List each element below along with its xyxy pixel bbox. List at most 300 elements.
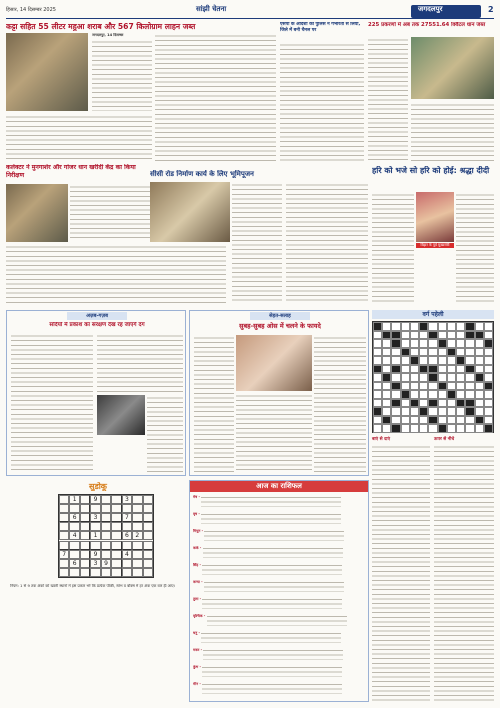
crossword-cell[interactable] bbox=[382, 348, 391, 357]
sudoku-cell[interactable] bbox=[59, 541, 69, 550]
sudoku-cell[interactable]: 1 bbox=[69, 495, 79, 504]
crossword-cell[interactable] bbox=[382, 407, 391, 416]
sudoku-cell[interactable] bbox=[132, 495, 142, 504]
crossword-grid[interactable] bbox=[372, 321, 494, 433]
crossword-cell[interactable] bbox=[447, 416, 456, 425]
crossword-cell[interactable] bbox=[456, 407, 465, 416]
sudoku-cell[interactable] bbox=[132, 541, 142, 550]
crossword-cell[interactable] bbox=[447, 356, 456, 365]
crossword-cell[interactable] bbox=[401, 424, 410, 433]
crossword-cell[interactable] bbox=[401, 365, 410, 374]
crossword-cell[interactable] bbox=[419, 356, 428, 365]
crossword-cell[interactable] bbox=[410, 322, 419, 331]
sudoku-cell[interactable] bbox=[111, 541, 121, 550]
crossword-cell[interactable] bbox=[373, 407, 382, 416]
article-4-headline: कलेक्टर ने मुनगाशेर और गांजर धान खरीदी केंद्र का किया निरीक्षण bbox=[6, 164, 136, 179]
crossword-cell[interactable] bbox=[419, 407, 428, 416]
crossword-cell[interactable] bbox=[438, 339, 447, 348]
crossword-cell[interactable] bbox=[465, 416, 474, 425]
crossword-cell[interactable] bbox=[382, 390, 391, 399]
crossword-cell[interactable] bbox=[391, 407, 400, 416]
crossword-cell[interactable] bbox=[373, 382, 382, 391]
ajab-gajab-box bbox=[6, 310, 186, 476]
sudoku-cell[interactable] bbox=[143, 559, 153, 568]
sudoku-cell[interactable] bbox=[101, 513, 111, 522]
article-5-body-a bbox=[232, 182, 282, 304]
article-6-headline: हरि को भजे सो हरि को होई: श्रद्धा दीदी bbox=[372, 166, 490, 175]
crossword-cell[interactable] bbox=[401, 331, 410, 340]
crossword-cell[interactable] bbox=[456, 373, 465, 382]
crossword-cell[interactable] bbox=[465, 382, 474, 391]
crossword-cell[interactable] bbox=[475, 373, 484, 382]
crossword-cell[interactable] bbox=[382, 356, 391, 365]
crossword-cell[interactable] bbox=[391, 365, 400, 374]
crossword-cell[interactable] bbox=[475, 382, 484, 391]
crossword-cell[interactable] bbox=[428, 416, 437, 425]
crossword-cell[interactable] bbox=[438, 416, 447, 425]
sudoku-cell[interactable] bbox=[111, 559, 121, 568]
sudoku-cell[interactable] bbox=[143, 522, 153, 531]
sudoku-cell[interactable] bbox=[101, 504, 111, 513]
crossword-cell[interactable] bbox=[428, 407, 437, 416]
crossword-cell[interactable] bbox=[465, 399, 474, 408]
horoscope-box bbox=[189, 480, 369, 702]
sudoku-cell[interactable] bbox=[80, 568, 90, 577]
article-4-body-b bbox=[6, 244, 226, 306]
crossword-cell[interactable] bbox=[447, 322, 456, 331]
sudoku-cell[interactable] bbox=[69, 522, 79, 531]
crossword-cell[interactable] bbox=[456, 365, 465, 374]
crossword-cell[interactable] bbox=[410, 339, 419, 348]
sudoku-cell[interactable] bbox=[132, 568, 142, 577]
sudoku-cell[interactable] bbox=[143, 495, 153, 504]
sudoku-cell[interactable] bbox=[59, 568, 69, 577]
crossword-down-label: ऊपर से नीचे bbox=[434, 437, 455, 442]
sudoku-cell[interactable] bbox=[69, 541, 79, 550]
sudoku-cell[interactable]: 6 bbox=[122, 531, 132, 540]
crossword-cell[interactable] bbox=[456, 339, 465, 348]
sudoku-cell[interactable] bbox=[80, 495, 90, 504]
horoscope-text bbox=[204, 580, 344, 592]
crossword-cell[interactable] bbox=[475, 365, 484, 374]
crossword-cell[interactable] bbox=[401, 399, 410, 408]
horoscope-entry bbox=[193, 682, 365, 699]
sudoku-cell[interactable] bbox=[111, 513, 121, 522]
crossword-cell[interactable] bbox=[465, 365, 474, 374]
crossword-cell[interactable] bbox=[391, 382, 400, 391]
crossword-cell[interactable] bbox=[484, 331, 493, 340]
sudoku-cell[interactable] bbox=[101, 522, 111, 531]
horoscope-text bbox=[202, 682, 342, 694]
crossword-cell[interactable] bbox=[401, 339, 410, 348]
horoscope-sign: मिथुन - bbox=[193, 529, 205, 533]
crossword-cell[interactable] bbox=[484, 322, 493, 331]
sudoku-cell[interactable] bbox=[59, 522, 69, 531]
crossword-cell[interactable] bbox=[438, 424, 447, 433]
crossword-cell[interactable] bbox=[447, 382, 456, 391]
crossword-cell[interactable] bbox=[401, 322, 410, 331]
crossword-cell[interactable] bbox=[428, 331, 437, 340]
sudoku-cell[interactable] bbox=[143, 513, 153, 522]
crossword-cell[interactable] bbox=[428, 390, 437, 399]
horoscope-sign: कर्क - bbox=[193, 546, 203, 550]
sudoku-cell[interactable] bbox=[69, 550, 79, 559]
sudoku-cell[interactable] bbox=[80, 531, 90, 540]
crossword-cell[interactable] bbox=[447, 331, 456, 340]
horoscope-text bbox=[203, 546, 343, 558]
sudoku-cell[interactable] bbox=[122, 559, 132, 568]
sudoku-cell[interactable] bbox=[122, 522, 132, 531]
sudoku-cell[interactable]: 3 bbox=[90, 559, 100, 568]
sudoku-cell[interactable] bbox=[59, 531, 69, 540]
crossword-cell[interactable] bbox=[391, 424, 400, 433]
crossword-cell[interactable] bbox=[410, 331, 419, 340]
sudoku-cell[interactable] bbox=[101, 541, 111, 550]
crossword-cell[interactable] bbox=[428, 339, 437, 348]
crossword-cell[interactable] bbox=[456, 356, 465, 365]
sudoku-cell[interactable] bbox=[111, 522, 121, 531]
crossword-cell[interactable] bbox=[391, 348, 400, 357]
crossword-cell[interactable] bbox=[419, 424, 428, 433]
crossword-cell[interactable] bbox=[456, 390, 465, 399]
sudoku-cell[interactable] bbox=[132, 522, 142, 531]
crossword-cell[interactable] bbox=[484, 339, 493, 348]
sudoku-cell[interactable] bbox=[132, 513, 142, 522]
crossword-cell[interactable] bbox=[410, 348, 419, 357]
ajab-gajab-body-a bbox=[11, 333, 93, 473]
crossword-cell[interactable] bbox=[465, 356, 474, 365]
horoscope-sign: कन्या - bbox=[193, 580, 204, 584]
horoscope-sign: वृश्चिक - bbox=[193, 614, 207, 618]
article-2-body bbox=[280, 42, 364, 162]
sudoku-cell[interactable]: 4 bbox=[122, 550, 132, 559]
crossword-cell[interactable] bbox=[465, 390, 474, 399]
crossword-cell[interactable] bbox=[410, 382, 419, 391]
crossword-cell[interactable] bbox=[419, 339, 428, 348]
crossword-cell[interactable] bbox=[438, 399, 447, 408]
crossword-cell[interactable] bbox=[373, 339, 382, 348]
sudoku-cell[interactable] bbox=[143, 504, 153, 513]
crossword-cell[interactable] bbox=[475, 416, 484, 425]
crossword-cell[interactable] bbox=[456, 382, 465, 391]
crossword-cell[interactable] bbox=[428, 322, 437, 331]
sudoku-cell[interactable] bbox=[111, 568, 121, 577]
sudoku-cell[interactable] bbox=[143, 541, 153, 550]
sudoku-cell[interactable]: 6 bbox=[69, 513, 79, 522]
crossword-cell[interactable] bbox=[419, 348, 428, 357]
crossword-clues-down bbox=[434, 444, 494, 702]
crossword-cell[interactable] bbox=[438, 390, 447, 399]
crossword-cell[interactable] bbox=[410, 356, 419, 365]
crossword-cell[interactable] bbox=[447, 339, 456, 348]
article-6-body-b bbox=[456, 192, 494, 304]
crossword-cell[interactable] bbox=[373, 416, 382, 425]
crossword-cell[interactable] bbox=[410, 399, 419, 408]
crossword-cell[interactable] bbox=[475, 390, 484, 399]
horoscope-text bbox=[202, 597, 342, 609]
sudoku-cell[interactable] bbox=[80, 522, 90, 531]
crossword-cell[interactable] bbox=[475, 424, 484, 433]
crossword-cell[interactable] bbox=[382, 399, 391, 408]
article-1-dateline: जगदलपुर, 14 दिसम्बर bbox=[92, 33, 124, 37]
sudoku-cell[interactable]: 7 bbox=[59, 550, 69, 559]
crossword-cell[interactable] bbox=[382, 365, 391, 374]
sudoku-cell[interactable] bbox=[101, 550, 111, 559]
crossword-cell[interactable] bbox=[373, 348, 382, 357]
crossword-cell[interactable] bbox=[419, 382, 428, 391]
crossword-cell[interactable] bbox=[410, 390, 419, 399]
sudoku-cell[interactable]: 4 bbox=[69, 531, 79, 540]
crossword-cell[interactable] bbox=[456, 348, 465, 357]
crossword-cell[interactable] bbox=[391, 322, 400, 331]
sudoku-cell[interactable] bbox=[80, 559, 90, 568]
sehat-salah-photo bbox=[236, 335, 312, 391]
crossword-cell[interactable] bbox=[465, 331, 474, 340]
crossword-cell[interactable] bbox=[428, 382, 437, 391]
crossword-cell[interactable] bbox=[373, 322, 382, 331]
crossword-cell[interactable] bbox=[373, 356, 382, 365]
sudoku-cell[interactable] bbox=[132, 550, 142, 559]
crossword-cell[interactable] bbox=[484, 382, 493, 391]
crossword-cell[interactable] bbox=[438, 365, 447, 374]
crossword-cell[interactable] bbox=[382, 382, 391, 391]
sudoku-cell[interactable]: 9 bbox=[101, 559, 111, 568]
sudoku-cell[interactable] bbox=[101, 495, 111, 504]
crossword-cell[interactable] bbox=[447, 390, 456, 399]
crossword-cell[interactable] bbox=[419, 365, 428, 374]
sudoku-cell[interactable] bbox=[59, 513, 69, 522]
crossword-cell[interactable] bbox=[438, 356, 447, 365]
horoscope-sign: तुला - bbox=[193, 597, 203, 601]
horoscope-text bbox=[204, 529, 344, 541]
crossword-cell[interactable] bbox=[447, 365, 456, 374]
sudoku-cell[interactable] bbox=[132, 504, 142, 513]
crossword-cell[interactable] bbox=[419, 322, 428, 331]
article-5-headline: सीसी रोड निर्माण कार्य के लिए भूमिपूजन bbox=[150, 170, 254, 178]
sudoku-cell[interactable] bbox=[122, 541, 132, 550]
crossword-cell[interactable] bbox=[456, 424, 465, 433]
crossword-cell[interactable] bbox=[484, 390, 493, 399]
crossword-cell[interactable] bbox=[410, 424, 419, 433]
crossword-cell[interactable] bbox=[484, 407, 493, 416]
crossword-cell[interactable] bbox=[484, 416, 493, 425]
crossword-cell[interactable] bbox=[465, 339, 474, 348]
crossword-cell[interactable] bbox=[447, 348, 456, 357]
crossword-cell[interactable] bbox=[465, 424, 474, 433]
horoscope-sign: मीन - bbox=[193, 682, 203, 686]
horoscope-entry bbox=[193, 512, 365, 529]
sudoku-cell[interactable]: 1 bbox=[90, 531, 100, 540]
crossword-cell[interactable] bbox=[428, 348, 437, 357]
crossword-cell[interactable] bbox=[428, 399, 437, 408]
crossword-cell[interactable] bbox=[465, 348, 474, 357]
horoscope-entry bbox=[193, 495, 365, 512]
crossword-clues-across bbox=[372, 444, 430, 702]
crossword-cell[interactable] bbox=[484, 348, 493, 357]
crossword-cell[interactable] bbox=[438, 407, 447, 416]
crossword-cell[interactable] bbox=[373, 399, 382, 408]
crossword-cell[interactable] bbox=[484, 373, 493, 382]
crossword-cell[interactable] bbox=[456, 399, 465, 408]
crossword-cell[interactable] bbox=[465, 407, 474, 416]
crossword-cell[interactable] bbox=[401, 390, 410, 399]
crossword-cell[interactable] bbox=[401, 382, 410, 391]
sudoku-cell[interactable] bbox=[90, 504, 100, 513]
sudoku-cell[interactable]: 9 bbox=[90, 550, 100, 559]
crossword-cell[interactable] bbox=[475, 407, 484, 416]
crossword-cell[interactable] bbox=[475, 339, 484, 348]
sudoku-cell[interactable] bbox=[111, 504, 121, 513]
sudoku-cell[interactable]: 3 bbox=[90, 513, 100, 522]
sudoku-cell[interactable]: 7 bbox=[122, 513, 132, 522]
crossword-cell[interactable] bbox=[456, 331, 465, 340]
crossword-cell[interactable] bbox=[419, 399, 428, 408]
crossword-cell[interactable] bbox=[475, 322, 484, 331]
crossword-cell[interactable] bbox=[456, 322, 465, 331]
crossword-cell[interactable] bbox=[419, 373, 428, 382]
sudoku-cell[interactable] bbox=[111, 495, 121, 504]
crossword-cell[interactable] bbox=[391, 416, 400, 425]
crossword-cell[interactable] bbox=[484, 356, 493, 365]
crossword-cell[interactable] bbox=[484, 424, 493, 433]
crossword-cell[interactable] bbox=[438, 373, 447, 382]
sudoku-cell[interactable] bbox=[143, 568, 153, 577]
issue-date: हिसार, 14 दिसम्बर 2025 bbox=[6, 7, 56, 13]
crossword-cell[interactable] bbox=[447, 399, 456, 408]
sudoku-cell[interactable] bbox=[80, 541, 90, 550]
crossword-cell[interactable] bbox=[410, 416, 419, 425]
horoscope-sign: कुंभ - bbox=[193, 665, 203, 669]
horoscope-text bbox=[201, 631, 341, 643]
crossword-cell[interactable] bbox=[391, 331, 400, 340]
sudoku-cell[interactable] bbox=[90, 522, 100, 531]
sudoku-cell[interactable] bbox=[143, 531, 153, 540]
crossword-cell[interactable] bbox=[401, 416, 410, 425]
crossword-cell[interactable] bbox=[373, 390, 382, 399]
crossword-cell[interactable] bbox=[373, 331, 382, 340]
horoscope-text bbox=[203, 648, 343, 660]
sudoku-cell[interactable] bbox=[122, 568, 132, 577]
crossword-cell[interactable] bbox=[475, 348, 484, 357]
crossword-cell[interactable] bbox=[465, 373, 474, 382]
sudoku-cell[interactable] bbox=[80, 550, 90, 559]
sudoku-cell[interactable]: 3 bbox=[122, 495, 132, 504]
crossword-cell[interactable] bbox=[438, 348, 447, 357]
horoscope-sign: धनु - bbox=[193, 631, 202, 635]
crossword-cell[interactable] bbox=[373, 373, 382, 382]
sehat-salah-box bbox=[189, 310, 369, 476]
horoscope-text bbox=[207, 614, 347, 626]
article-3-headline: 225 प्रकरणों में अब तक 27551.64 क्विंटल धान जब्त bbox=[368, 22, 486, 28]
crossword-cell[interactable] bbox=[475, 356, 484, 365]
sudoku-cell[interactable] bbox=[143, 550, 153, 559]
crossword-cell[interactable] bbox=[382, 322, 391, 331]
crossword-cell[interactable] bbox=[410, 373, 419, 382]
sudoku-cell[interactable] bbox=[80, 504, 90, 513]
article-6-caption: बिहार के पूर्व मुख्यमंत्री bbox=[416, 243, 454, 248]
crossword-cell[interactable] bbox=[410, 407, 419, 416]
crossword-cell[interactable] bbox=[382, 331, 391, 340]
crossword-cell[interactable] bbox=[373, 424, 382, 433]
crossword-cell[interactable] bbox=[401, 348, 410, 357]
crossword-cell[interactable] bbox=[382, 424, 391, 433]
crossword-cell[interactable] bbox=[382, 339, 391, 348]
crossword-cell[interactable] bbox=[401, 356, 410, 365]
crossword-cell[interactable] bbox=[447, 373, 456, 382]
crossword-cell[interactable] bbox=[484, 399, 493, 408]
crossword-cell[interactable] bbox=[391, 373, 400, 382]
article-6-photo bbox=[416, 192, 454, 242]
crossword-cell[interactable] bbox=[447, 424, 456, 433]
crossword-cell[interactable] bbox=[382, 373, 391, 382]
sudoku-cell[interactable] bbox=[90, 568, 100, 577]
sudoku-cell[interactable] bbox=[111, 531, 121, 540]
horoscope-entry bbox=[193, 529, 365, 546]
sudoku-cell[interactable]: 2 bbox=[132, 531, 142, 540]
crossword-cell[interactable] bbox=[410, 365, 419, 374]
sudoku-cell[interactable] bbox=[59, 495, 69, 504]
crossword-cell[interactable] bbox=[438, 382, 447, 391]
article-3-body-b bbox=[411, 102, 494, 162]
sudoku-cell[interactable] bbox=[122, 504, 132, 513]
sudoku-cell[interactable] bbox=[111, 550, 121, 559]
crossword-cell[interactable] bbox=[475, 399, 484, 408]
article-1-body-a bbox=[92, 39, 152, 111]
crossword-cell[interactable] bbox=[391, 356, 400, 365]
sudoku-cell[interactable] bbox=[69, 568, 79, 577]
sudoku-cell[interactable]: 9 bbox=[90, 495, 100, 504]
sudoku-cell[interactable] bbox=[90, 541, 100, 550]
crossword-cell[interactable] bbox=[373, 365, 382, 374]
crossword-cell[interactable] bbox=[438, 331, 447, 340]
sudoku-box bbox=[6, 480, 186, 702]
article-4-photo bbox=[6, 184, 68, 242]
crossword-cell[interactable] bbox=[428, 356, 437, 365]
paper-name: सांझी चेतना bbox=[196, 5, 227, 13]
crossword-cell[interactable] bbox=[419, 390, 428, 399]
crossword-cell[interactable] bbox=[391, 390, 400, 399]
crossword-cell[interactable] bbox=[401, 407, 410, 416]
crossword-cell[interactable] bbox=[382, 416, 391, 425]
crossword-cell[interactable] bbox=[419, 331, 428, 340]
crossword-cell[interactable] bbox=[438, 322, 447, 331]
sudoku-grid[interactable] bbox=[58, 494, 154, 578]
sudoku-cell[interactable] bbox=[69, 504, 79, 513]
crossword-cell[interactable] bbox=[428, 373, 437, 382]
sudoku-cell[interactable] bbox=[101, 568, 111, 577]
sudoku-cell[interactable] bbox=[80, 513, 90, 522]
sudoku-cell[interactable] bbox=[59, 559, 69, 568]
sudoku-cell[interactable] bbox=[59, 504, 69, 513]
crossword-cell[interactable] bbox=[484, 365, 493, 374]
crossword-cell[interactable] bbox=[428, 424, 437, 433]
crossword-cell[interactable] bbox=[391, 399, 400, 408]
sudoku-cell[interactable]: 6 bbox=[69, 559, 79, 568]
crossword-cell[interactable] bbox=[391, 339, 400, 348]
crossword-cell[interactable] bbox=[419, 416, 428, 425]
horoscope-text bbox=[202, 563, 342, 575]
crossword-cell[interactable] bbox=[465, 322, 474, 331]
crossword-cell[interactable] bbox=[401, 373, 410, 382]
sudoku-cell[interactable] bbox=[101, 531, 111, 540]
crossword-cell[interactable] bbox=[456, 416, 465, 425]
crossword-cell[interactable] bbox=[475, 331, 484, 340]
crossword-box bbox=[372, 310, 494, 702]
sudoku-cell[interactable] bbox=[132, 559, 142, 568]
horoscope-list bbox=[193, 495, 365, 699]
crossword-cell[interactable] bbox=[447, 407, 456, 416]
crossword-cell[interactable] bbox=[428, 365, 437, 374]
